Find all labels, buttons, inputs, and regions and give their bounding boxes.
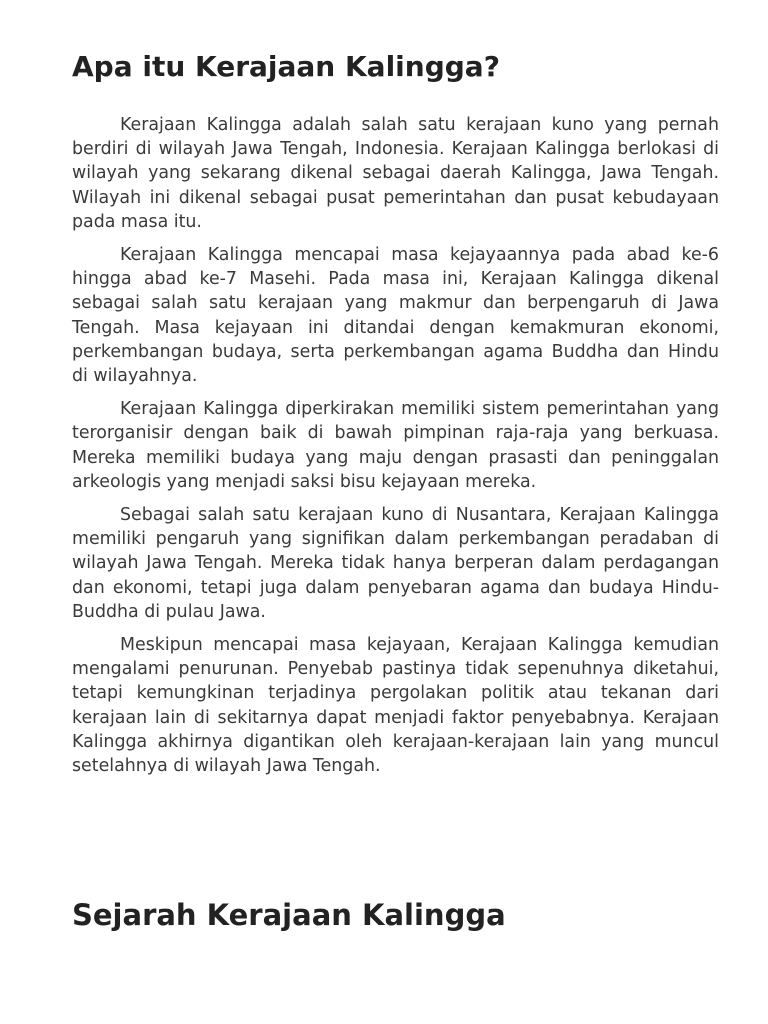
section-heading-sejarah: Sejarah Kerajaan Kalingga [72, 898, 506, 932]
article-body [72, 113, 719, 787]
section-heading-apa-itu: Apa itu Kerajaan Kalingga? [72, 50, 500, 83]
paragraph-1: Kerajaan Kalingga adalah salah satu kerajaan kuno yang pernah berdiri di wilayah Jawa Tengah, Indonesia. Kerajaan Kalingga berlokasi di wilayah yang sekarang dikenal sebagai daerah Kalingga, Jawa Tengah. Wilayah ini dikenal sebagai pusat pemerintahan dan pusat kebudayaan pada masa itu. [72, 115, 719, 232]
paragraph-2: Kerajaan Kalingga mencapai masa kejayaannya pada abad ke-6 hingga abad ke-7 Masehi. Pada masa ini, Kerajaan Kalingga dikenal sebagai salah satu kerajaan yang makmur dan berpengaruh di Jawa Tengah. Masa kejayaan ini ditandai dengan kemakmuran ekonomi, perkembangan budaya, serta perkembangan agama Buddha dan Hindu di wilayahnya. [72, 245, 719, 387]
paragraph-5: Meskipun mencapai masa kejayaan, Kerajaan Kalingga kemudian mengalami penurunan. Penyebab pastinya tidak sepenuhnya diketahui, tetapi kemungkinan terjadinya pergolakan politik atau tekanan dari kerajaan lain di sekitarnya dapat menjadi faktor penyebabnya. Kerajaan Kalingga akhirnya digantikan oleh kerajaan-kerajaan lain yang muncul setelahnya di wilayah Jawa Tengah. [72, 635, 719, 777]
paragraph-3: Kerajaan Kalingga diperkirakan memiliki sistem pemerintahan yang terorganisir dengan baik di bawah pimpinan raja-raja yang berkuasa. Mereka memiliki budaya yang maju dengan prasasti dan peninggalan arkeologis yang menjadi saksi bisu kejayaan mereka. [72, 399, 719, 492]
paragraph-4: Sebagai salah satu kerajaan kuno di Nusantara, Kerajaan Kalingga memiliki pengaruh yang signifikan dalam perkembangan peradaban di wilayah Jawa Tengah. Mereka tidak hanya berperan dalam perdagangan dan ekonomi, tetapi juga dalam penyebaran agama dan budaya Hindu-Buddha di pulau Jawa. [72, 505, 719, 622]
